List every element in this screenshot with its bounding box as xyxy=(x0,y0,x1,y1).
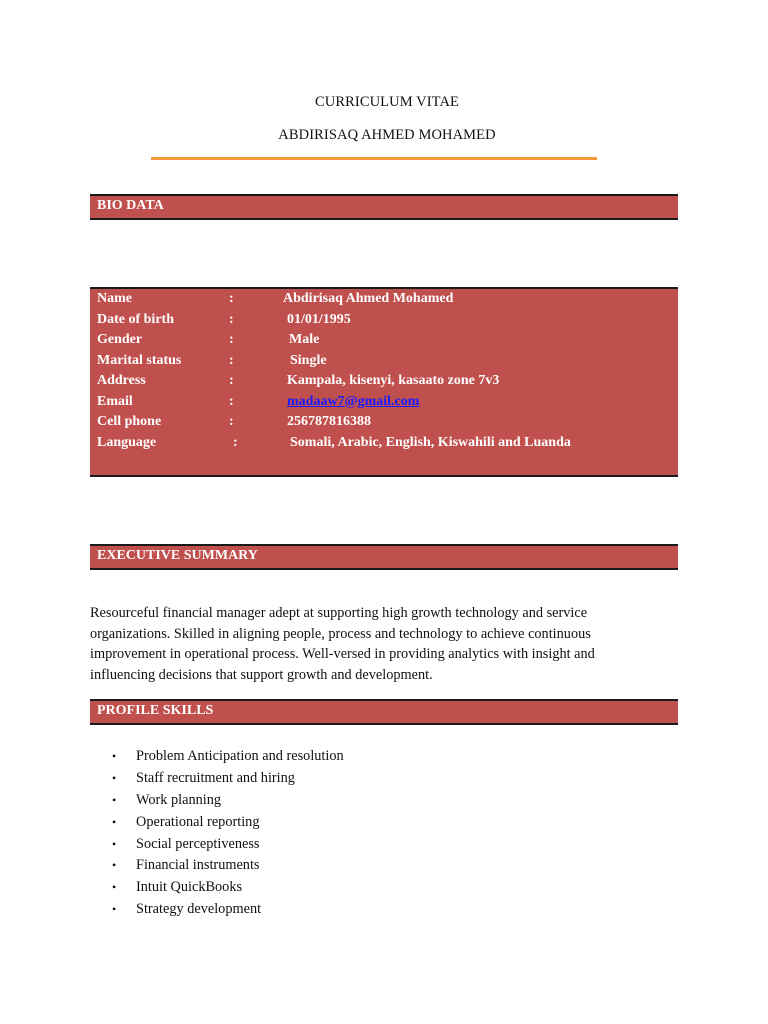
bio-separator: : xyxy=(229,311,234,327)
bullet-icon: • xyxy=(112,858,117,873)
bio-label: Email xyxy=(97,393,133,409)
list-item xyxy=(90,790,344,812)
bio-row-name xyxy=(90,291,678,311)
skill-text: Problem Anticipation and resolution xyxy=(136,748,344,764)
bullet-icon: • xyxy=(112,770,117,785)
list-item xyxy=(90,855,344,877)
email-link[interactable]: madaaw7@gmail.com xyxy=(287,393,420,409)
section-label-profile-skills: PROFILE SKILLS xyxy=(97,703,214,718)
skill-text: Financial instruments xyxy=(136,857,260,874)
bullet-icon: • xyxy=(112,880,117,895)
section-label-bio-data: BIO DATA xyxy=(97,198,164,213)
bio-separator: : xyxy=(229,291,234,306)
bio-value: Somali, Arabic, English, Kiswahili and Luanda xyxy=(290,434,571,450)
bio-value: 01/01/1995 xyxy=(287,311,351,327)
title-divider xyxy=(151,157,597,160)
section-profile-skills xyxy=(90,699,678,725)
bio-separator: : xyxy=(229,332,234,347)
bio-row-gender xyxy=(90,332,678,352)
bio-data-table xyxy=(90,287,678,477)
skill-text: Work planning xyxy=(136,791,222,808)
bullet-icon: • xyxy=(112,749,117,763)
skill-text: Social perceptiveness xyxy=(136,835,260,852)
executive-summary-text: Resourceful financial manager adept at supporting high growth technology and service organizations. Skilled in aligning people, process and technology to achieve continuous improvement in operational process. Well-versed in providing analytics with insight and influencing decisions that support growth and development. xyxy=(90,605,595,683)
list-item xyxy=(90,768,344,790)
bio-label: Name xyxy=(97,291,132,306)
section-label-executive-summary: EXECUTIVE SUMMARY xyxy=(97,548,258,563)
list-item xyxy=(90,812,344,834)
bio-separator: : xyxy=(229,373,234,388)
section-bio-data xyxy=(90,194,678,220)
bio-label: Cell phone xyxy=(97,414,162,429)
section-executive-summary xyxy=(90,544,678,570)
bio-separator: : xyxy=(229,393,234,409)
bio-label: Gender xyxy=(97,332,143,347)
bio-value: Abdirisaq Ahmed Mohamed xyxy=(283,291,454,306)
bio-row-cell-phone xyxy=(90,414,678,434)
bio-label: Date of birth xyxy=(97,311,174,327)
list-item xyxy=(90,834,344,856)
list-item xyxy=(90,877,344,899)
bio-separator: : xyxy=(229,414,234,429)
bio-row-address xyxy=(90,373,678,393)
bullet-icon: • xyxy=(112,902,117,917)
skill-text: Intuit QuickBooks xyxy=(136,879,243,896)
bullet-icon: • xyxy=(112,814,117,829)
bio-row-marital-status xyxy=(90,353,678,373)
person-name-heading: ABDIRISAQ AHMED MOHAMED xyxy=(278,127,496,143)
bio-value: Single xyxy=(290,352,327,368)
bio-value: Kampala, kisenyi, kasaato zone 7v3 xyxy=(287,373,500,388)
bullet-icon: • xyxy=(112,792,117,807)
bio-separator: : xyxy=(233,434,238,450)
document-title: CURRICULUM VITAE xyxy=(315,94,459,110)
skill-text: Operational reporting xyxy=(136,813,260,830)
bio-label: Language xyxy=(97,434,157,450)
bio-value: 256787816388 xyxy=(287,414,371,429)
skill-text: Staff recruitment and hiring xyxy=(136,769,295,786)
list-item xyxy=(90,899,344,921)
bio-label: Address xyxy=(97,373,146,388)
bio-row-email xyxy=(90,394,678,414)
list-item xyxy=(90,746,344,768)
bio-row-date-of-birth xyxy=(90,312,678,332)
skill-text: Strategy development xyxy=(136,901,262,918)
bio-separator: : xyxy=(229,352,234,368)
bio-label: Marital status xyxy=(97,352,182,368)
bio-row-language xyxy=(90,435,678,455)
bullet-icon: • xyxy=(112,836,117,851)
bio-value: Male xyxy=(289,332,320,347)
skills-list xyxy=(90,746,344,921)
